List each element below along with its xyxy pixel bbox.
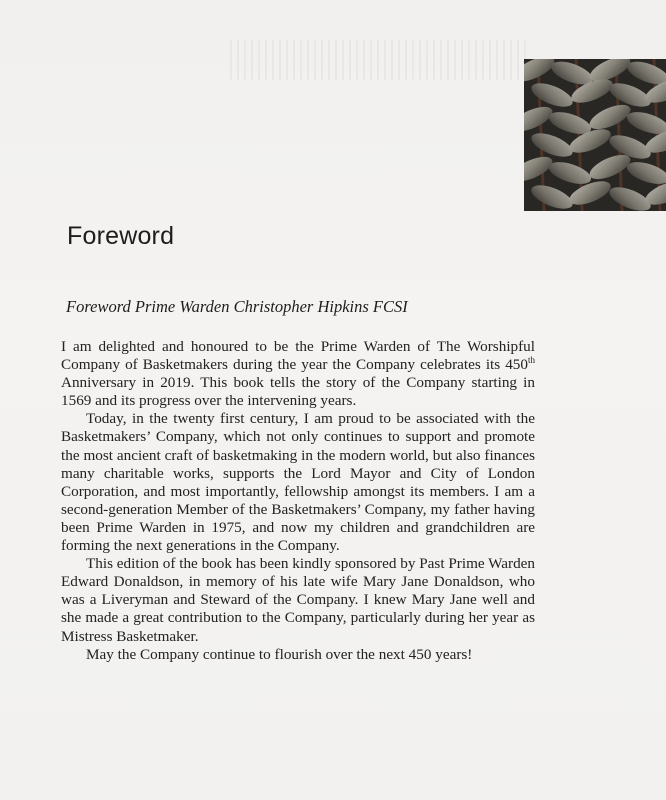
paragraph-4: May the Company continue to flourish over the next 450 years! [86, 645, 473, 663]
page-heading: Foreword [67, 222, 175, 250]
foreword-body [61, 338, 535, 664]
foreword-subtitle: Foreword Prime Warden Christopher Hipkins FCSI [66, 297, 408, 316]
paragraph-3: This edition of the book has been kindly sponsored by Past Prime Warden Edward Donaldson, in memory of his late wife Mary Jane Donaldson, who was a Liveryman and Steward of the Company. I knew Mary Jane well and she made a great contribution to the Company, particularly during her year as Mistress Basketmaker. [61, 555, 535, 645]
paragraph-1-text: I am delighted and honoured to be the Prime Warden of The Worshipful Company of Basketmakers during the year the Company celebrates its 450 [61, 338, 535, 374]
paragraph-2: Today, in the twenty first century, I am proud to be associated with the Basketmakers’ Company, which not only continues to support and promote the most ancient craft of basketmaking in the modern world, but also finances many charitable works, supports the Lord Mayor and City of London Corporation, and most importantly, fellowship amongst its members. I am a second-generation Member of the Basketmakers’ Company, my father having been Prime Warden in 1975, and now my children and grandchildren are forming the next generations in the Company. [61, 410, 535, 555]
bleed-through-shadow [230, 40, 530, 80]
ordinal-suffix: th [527, 355, 535, 366]
basket-weave-photo [524, 59, 666, 211]
paragraph-1 [61, 338, 535, 410]
paragraph-1-text-cont: Anniversary in 2019. This book tells the story of the Company starting in 1569 and its progress over the intervening years. [61, 374, 535, 410]
